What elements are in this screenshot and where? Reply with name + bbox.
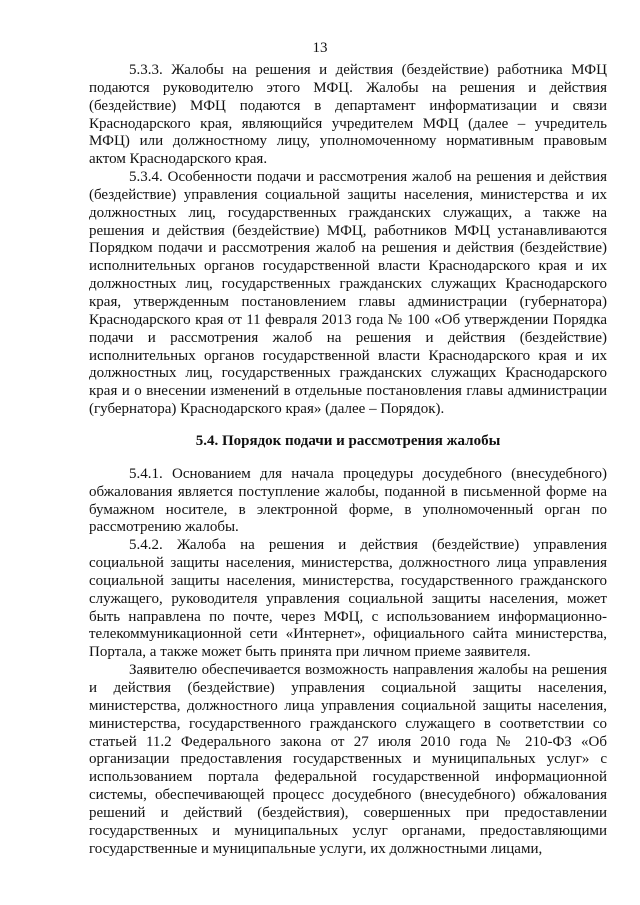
document-body bbox=[89, 62, 607, 858]
paragraph-5-4-2: 5.4.2. Жалоба на решения и действия (бездействие) управления социальной защиты населения, министерства, должностного лица управления социальной защиты населения, министерства, государственного гражданского служащего, руководителя управления социальной защиты населения, может быть направлена по почте, через МФЦ, с использованием информационно-телекоммуникационной сети «Интернет», официального сайта министерства, Портала, а также может быть принята при личном приеме заявителя. bbox=[89, 537, 607, 661]
paragraph-applicant-complaint: Заявителю обеспечивается возможность направления жалобы на решения и действия (бездействие) управления социальной защиты населения, министерства, должностного лица управления социальной защиты населения, министерства, государственного гражданского служащего в соответствии со статьей 11.2 Федерального закона от 27 июля 2010 года № 210-ФЗ «Об организации предоставления государственных и муниципальных услуг» с использованием портала федеральной государственной информационной системы, обеспечивающей процесс досудебного (внесудебного) обжалования решений и действий (бездействия), совершенных при предоставлении государственных и муниципальных услуг органами, предоставляющими государственные и муниципальные услуги, их должностными лицами, bbox=[89, 662, 607, 857]
paragraph-5-4-1: 5.4.1. Основанием для начала процедуры досудебного (внесудебного) обжалования является поступление жалобы, поданной в письменной форме на бумажном носителе, в электронной форме, в уполномоченный орган по рассмотрению жалобы. bbox=[89, 465, 607, 536]
paragraph-5-3-3: 5.3.3. Жалобы на решения и действия (бездействие) работника МФЦ подаются руководителю этого МФЦ. Жалобы на решения и действия (бездействие) МФЦ подаются в департамент информатизации и связи Краснодарского края, являющийся учредителем МФЦ (далее – учредитель МФЦ) или должностному лицу, уполномоченному нормативным правовым актом Краснодарского края. bbox=[89, 62, 607, 168]
paragraph-5-3-4: 5.3.4. Особенности подачи и рассмотрения жалоб на решения и действия (бездействие) управления социальной защиты населения, министерства и их должностных лиц, государственных гражданских служащих, а также на решения и действия (бездействие) МФЦ, работников МФЦ устанавливаются Порядком подачи и рассмотрения жалоб на решения и действия (бездействие) исполнительных органов государственной власти Краснодарского края и их должностных лиц, государственных гражданских служащих Краснодарского края, утвержденным постановлением главы администрации (губернатора) Краснодарского края от 11 февраля 2013 года № 100 «Об утверждении Порядка подачи и рассмотрения жалоб на решения и действия (бездействие) исполнительных органов государственной власти Краснодарского края и их должностных лиц, государственных гражданских служащих Краснодарского края и о внесении изменений в отдельные постановления главы администрации (губернатора) Краснодарского края» (далее – Порядок). bbox=[89, 169, 607, 418]
page-number: 13 bbox=[312, 40, 328, 56]
section-heading-5-4: 5.4. Порядок подачи и рассмотрения жалобы bbox=[195, 432, 501, 449]
